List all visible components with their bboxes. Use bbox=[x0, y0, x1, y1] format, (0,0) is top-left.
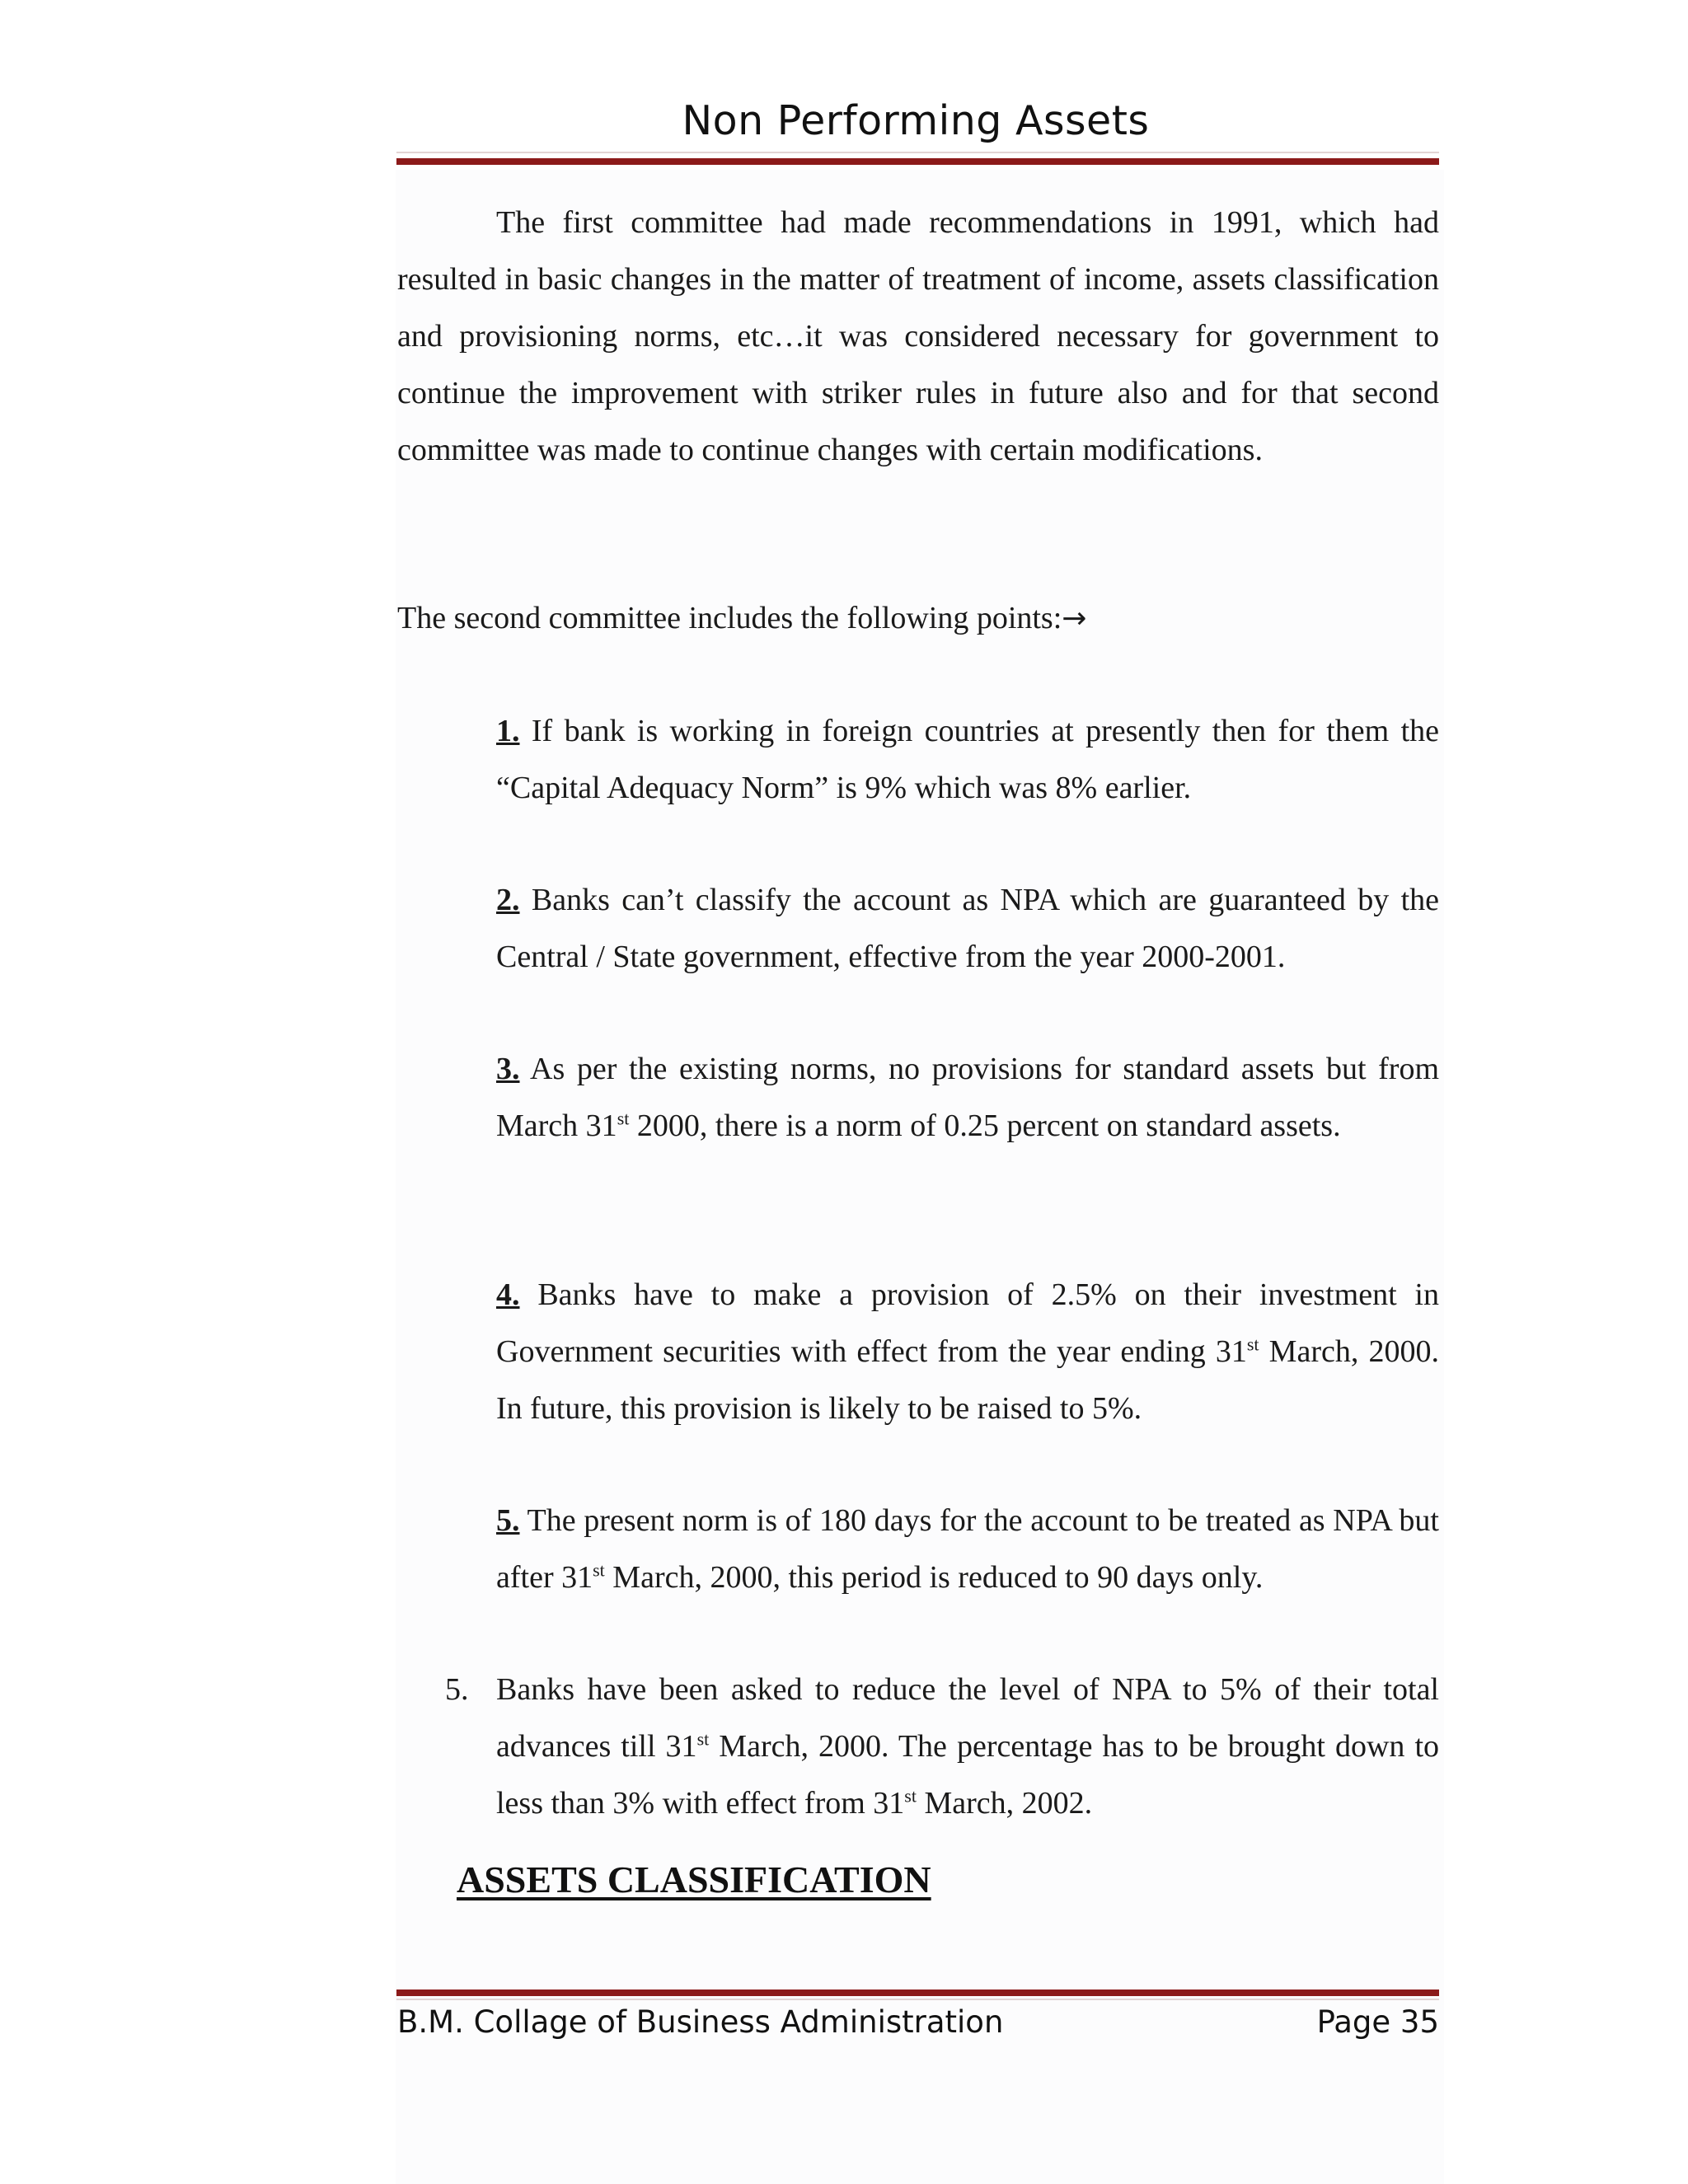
footer-rule-thin bbox=[396, 1999, 1439, 2000]
list-item-3 bbox=[496, 1041, 1439, 1155]
footer-page-number: Page 35 bbox=[1316, 2004, 1439, 2040]
list-item-text: If bank is working in foreign countries at presently then for them the “Capital Adequacy Norm” is 9% which was 8% earlier. bbox=[496, 714, 1440, 805]
points-lead bbox=[397, 590, 1439, 647]
intro-paragraph: The first committee had made recommendations in 1991, which had resulted in basic changes in the matter of treatment of income, assets classification and provisioning norms, etc…it was considered necessary for government to continue the improvement with striker rules in future also and for that second committee was made to continue changes with certain modifications. bbox=[397, 205, 1439, 467]
superscript: st bbox=[904, 1785, 917, 1807]
superscript: st bbox=[1246, 1333, 1259, 1355]
list-item-text-a: Banks have to make a provision of 2.5% on their investment in Government securities with effect from the year ending 31 bbox=[496, 1277, 1439, 1369]
list-item-number: 3. bbox=[496, 1052, 520, 1086]
list-item-text-c: March, 2002. bbox=[916, 1786, 1093, 1821]
header-rule-thick bbox=[396, 158, 1439, 165]
arrow-right-icon: → bbox=[1062, 602, 1087, 635]
list-item-2 bbox=[496, 872, 1439, 986]
footer-rule-thick bbox=[396, 1990, 1439, 1996]
list-item-text-b: March, 2000. In future, this provision is likely to be raised to 5%. bbox=[496, 1334, 1439, 1426]
superscript: st bbox=[617, 1108, 630, 1129]
superscript: st bbox=[696, 1728, 710, 1750]
list-item-text-a: Banks have been asked to reduce the level of NPA to 5% of their total advances till 31 bbox=[496, 1672, 1439, 1764]
list-item-text-b: March, 2000, this period is reduced to 90 days only. bbox=[604, 1560, 1264, 1595]
list-item-text-b: March, 2000. The percentage has to be brought down to less than 3% with effect from 31 bbox=[496, 1729, 1440, 1821]
points-lead-text: The second committee includes the following points: bbox=[397, 601, 1062, 635]
list-item-number: 5. bbox=[496, 1503, 520, 1538]
section-heading: ASSETS CLASSIFICATION bbox=[457, 1858, 931, 1900]
list-item-text-b: 2000, there is a norm of 0.25 percent on standard assets. bbox=[629, 1108, 1341, 1143]
list-item-number: 4. bbox=[496, 1277, 520, 1312]
list-item-text-a: The present norm is of 180 days for the account to be treated as NPA but after 31 bbox=[496, 1503, 1439, 1595]
list-item-6-number: 5. bbox=[445, 1672, 469, 1707]
header-rule-thin bbox=[396, 152, 1439, 153]
page-header-title: Non Performing Assets bbox=[682, 97, 1150, 144]
list-item-4 bbox=[496, 1267, 1439, 1437]
list-item-6 bbox=[496, 1661, 1439, 1832]
list-item-number: 2. bbox=[496, 883, 520, 917]
list-item-1 bbox=[496, 703, 1439, 817]
superscript: st bbox=[593, 1559, 605, 1581]
list-item-text-a: As per the existing norms, no provisions for standard assets but from March 31 bbox=[496, 1052, 1439, 1143]
list-item-number: 1. bbox=[496, 714, 520, 748]
footer-college-name: B.M. Collage of Business Administration bbox=[397, 2004, 1004, 2040]
list-item-text: Banks can’t classify the account as NPA which are guaranteed by the Central / State government, effective from the year 2000-2001. bbox=[496, 883, 1440, 974]
list-item-5 bbox=[496, 1493, 1439, 1606]
